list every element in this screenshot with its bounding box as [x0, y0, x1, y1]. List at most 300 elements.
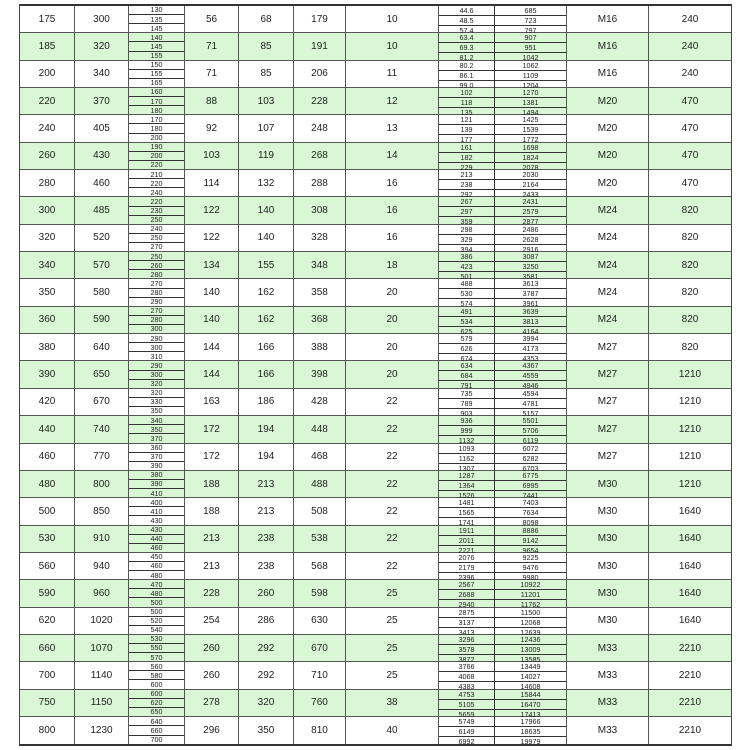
cell-dim-e: 155: [239, 252, 294, 278]
pair-value-a: 2940: [439, 600, 495, 609]
cell-sub-values: [129, 334, 185, 360]
pair-value-b: 1381: [522, 98, 539, 108]
pair-value-b: 1062: [522, 60, 539, 70]
cell-outer-diameter: 370: [75, 88, 129, 114]
pair-value-b: 1698: [522, 142, 539, 152]
table-row: [20, 415, 731, 446]
sub-value: 480: [129, 571, 184, 579]
cell-outer-diameter: 1230: [75, 717, 129, 744]
pair-row: [439, 344, 566, 354]
sub-value: 360: [129, 444, 184, 453]
cell-load: 820: [681, 205, 699, 217]
cell-thickness: 11: [346, 61, 439, 87]
pair-value-b: 3787: [522, 289, 539, 299]
pair-value-a: 1162: [439, 454, 495, 463]
pair-value-a: 4383: [439, 682, 495, 691]
cell-bolt-size: M24: [567, 279, 649, 305]
pair-value-b: 8098: [522, 518, 539, 528]
pair-value-b: 951: [524, 43, 537, 53]
cell-load: 470: [681, 177, 699, 189]
cell-dim-e: 238: [239, 526, 294, 552]
cell-load: 1210: [678, 369, 702, 381]
table-row: [20, 579, 731, 610]
pair-row: [439, 225, 566, 235]
cell-thickness: 10: [346, 6, 439, 32]
pair-value-b: 7634: [522, 508, 539, 518]
pair-value-b: 5706: [522, 426, 539, 436]
cell-pair-values: [439, 388, 567, 418]
pair-value-a: 48.5: [439, 16, 495, 25]
pair-row: [439, 6, 566, 16]
cell-dim-e: 194: [239, 416, 294, 442]
pair-value-a: 121: [439, 115, 495, 124]
cell-thickness: 12: [346, 88, 439, 114]
cell-dim-d: 228: [185, 580, 239, 606]
sub-value: 300: [129, 343, 184, 352]
pair-value-a: 5105: [439, 700, 495, 709]
cell-thickness: 20: [346, 279, 439, 305]
sub-value: 470: [129, 580, 184, 589]
pair-value-b: 4946: [522, 381, 539, 391]
cell-dim-f: 368: [294, 307, 346, 333]
cell-nominal-size: 750: [20, 690, 75, 716]
pair-row: [439, 153, 566, 163]
cell-nominal-size: 800: [20, 717, 75, 744]
pair-row: [439, 580, 566, 590]
table-row: [20, 526, 731, 553]
pair-value-a: 80.2: [439, 61, 495, 70]
table-row: [20, 389, 731, 416]
sub-value: 240: [129, 225, 184, 234]
pair-value-b: 1539: [522, 125, 539, 135]
cell-pair-values: [439, 197, 567, 227]
pair-row: [439, 307, 566, 317]
pair-value-b: 1772: [522, 135, 539, 145]
cell-dim-f: 428: [294, 389, 346, 415]
cell-bolt-size: M20: [567, 88, 649, 114]
pair-value-b: 3961: [522, 299, 539, 309]
pair-row: [439, 717, 566, 727]
cell-bolt-size: M16: [567, 6, 649, 32]
cell-nominal-size: 360: [20, 307, 75, 333]
pair-value-a: 2396: [439, 573, 495, 582]
pair-value-a: 2221: [439, 546, 495, 555]
sub-value: 280: [129, 316, 184, 325]
pair-value-b: 11500: [520, 607, 541, 617]
pair-value-a: 999: [439, 426, 495, 435]
cell-dim-d: 188: [185, 471, 239, 497]
cell-dim-d: 103: [185, 143, 239, 169]
cell-dim-d: 260: [185, 662, 239, 688]
cell-dim-e: 103: [239, 88, 294, 114]
cell-dim-e: 213: [239, 471, 294, 497]
pair-value-b: 6282: [522, 453, 539, 463]
pair-row: [439, 498, 566, 508]
cell-thickness: 38: [346, 690, 439, 716]
cell-bolt-size: M24: [567, 307, 649, 333]
cell-sub-values: [129, 170, 185, 196]
pair-value-b: 3087: [522, 252, 539, 262]
pair-value-a: 3578: [439, 645, 495, 654]
cell-thickness: 22: [346, 553, 439, 579]
cell-pair-values: [439, 580, 567, 610]
cell-dim-f: 508: [294, 498, 346, 524]
cell-load: 240: [681, 13, 699, 25]
cell-thickness: 22: [346, 416, 439, 442]
cell-nominal-size: 350: [20, 279, 75, 305]
sub-value: 520: [129, 617, 184, 626]
sub-value: 155: [129, 52, 184, 60]
cell-dim-f: 228: [294, 88, 346, 114]
sub-value: 220: [129, 161, 184, 169]
pair-value-b: 3250: [522, 262, 539, 272]
pair-value-a: 1132: [439, 436, 495, 445]
cell-pair-values: [439, 361, 567, 391]
pair-value-a: 238: [439, 180, 495, 189]
sub-value: 290: [129, 361, 184, 370]
cell-dim-e: 140: [239, 225, 294, 251]
pair-row: [439, 88, 566, 98]
table-row: [20, 497, 731, 528]
sub-value: 140: [129, 33, 184, 42]
sub-value: 550: [129, 644, 184, 653]
cell-bolt-size: M30: [567, 608, 649, 634]
cell-outer-diameter: 640: [75, 334, 129, 360]
table-row: [20, 444, 731, 471]
cell-pair-values: [439, 634, 567, 664]
pair-value-a: 81.2: [439, 53, 495, 62]
sub-value: 280: [129, 270, 184, 278]
sub-value: 270: [129, 243, 184, 251]
cell-outer-diameter: 1070: [75, 635, 129, 661]
sub-value: 560: [129, 662, 184, 671]
cell-outer-diameter: 850: [75, 498, 129, 524]
pair-value-a: 1307: [439, 464, 495, 473]
cell-dim-e: 292: [239, 662, 294, 688]
pair-row: [439, 317, 566, 327]
cell-sub-values: [129, 279, 185, 305]
cell-sub-values: [129, 225, 185, 251]
table-row: [20, 114, 731, 145]
cell-dim-f: 760: [294, 690, 346, 716]
pair-row: [439, 125, 566, 135]
table-row: [20, 471, 731, 498]
sub-value: 540: [129, 626, 184, 634]
cell-load: 240: [681, 68, 699, 80]
cell-dim-d: 278: [185, 690, 239, 716]
pair-value-b: 11201: [520, 590, 541, 600]
cell-dim-f: 328: [294, 225, 346, 251]
cell-outer-diameter: 320: [75, 33, 129, 59]
cell-bolt-size: M27: [567, 334, 649, 360]
cell-dim-d: 163: [185, 389, 239, 415]
pair-value-a: 5659: [439, 710, 495, 719]
sub-value: 370: [129, 453, 184, 462]
cell-sub-values: [129, 416, 185, 442]
cell-bolt-size: M20: [567, 143, 649, 169]
pair-row: [439, 33, 566, 43]
cell-dim-d: 88: [185, 88, 239, 114]
sub-value: 270: [129, 307, 184, 316]
pair-value-a: 86.1: [439, 71, 495, 80]
table-row: [20, 717, 731, 744]
cell-pair-values: [439, 717, 567, 744]
pair-row: [439, 426, 566, 436]
sub-value: 460: [129, 544, 184, 552]
cell-outer-diameter: 460: [75, 170, 129, 196]
cell-dim-d: 92: [185, 115, 239, 141]
pair-value-a: 1287: [439, 471, 495, 480]
pair-value-a: 789: [439, 399, 495, 408]
pair-value-a: 530: [439, 289, 495, 298]
cell-bolt-size: M27: [567, 361, 649, 387]
table-row: [20, 333, 731, 364]
cell-dim-f: 710: [294, 662, 346, 688]
cell-dim-e: 162: [239, 279, 294, 305]
pair-value-b: 9225: [522, 552, 539, 562]
cell-dim-d: 144: [185, 361, 239, 387]
pair-value-b: 4594: [522, 388, 539, 398]
cell-sub-values: [129, 197, 185, 223]
cell-bolt-size: M20: [567, 170, 649, 196]
cell-pair-values: [439, 142, 567, 172]
pair-row: [439, 197, 566, 207]
pair-row: [439, 170, 566, 180]
pair-value-a: 6149: [439, 727, 495, 736]
cell-pair-values: [439, 498, 567, 528]
cell-bolt-size: M30: [567, 526, 649, 552]
cell-thickness: 22: [346, 444, 439, 470]
sub-value: 300: [129, 325, 184, 333]
cell-bolt-size: M24: [567, 252, 649, 278]
sub-value: 130: [129, 6, 184, 15]
pair-value-a: 102: [439, 88, 495, 97]
pair-value-a: 177: [439, 135, 495, 144]
cell-dim-f: 398: [294, 361, 346, 387]
pair-value-a: 44.6: [439, 6, 495, 15]
cell-nominal-size: 530: [20, 526, 75, 552]
cell-outer-diameter: 960: [75, 580, 129, 606]
pair-value-b: 18635: [520, 726, 541, 736]
pair-value-a: 574: [439, 299, 495, 308]
pair-row: [439, 590, 566, 600]
cell-dim-d: 122: [185, 225, 239, 251]
sub-value: 280: [129, 289, 184, 298]
sub-value: 430: [129, 516, 184, 524]
cell-dim-d: 144: [185, 334, 239, 360]
cell-dim-e: 166: [239, 334, 294, 360]
pair-value-a: 297: [439, 207, 495, 216]
pair-value-a: 2011: [439, 536, 495, 545]
pair-value-a: 1093: [439, 444, 495, 453]
pair-value-b: 12068: [520, 617, 541, 627]
cell-thickness: 22: [346, 389, 439, 415]
sub-value: 330: [129, 398, 184, 407]
pair-row: [439, 700, 566, 710]
cell-pair-values: [439, 6, 567, 35]
pair-value-b: 1204: [522, 80, 539, 90]
pair-value-b: 6995: [522, 480, 539, 490]
cell-dim-d: 134: [185, 252, 239, 278]
pair-value-b: 12436: [520, 634, 541, 644]
pair-value-a: 488: [439, 279, 495, 288]
table-row: [20, 251, 731, 282]
pair-value-a: 1481: [439, 498, 495, 507]
pair-row: [439, 635, 566, 645]
cell-nominal-size: 300: [20, 197, 75, 223]
pair-value-b: 4559: [522, 371, 539, 381]
cell-dim-d: 172: [185, 416, 239, 442]
cell-sub-values: [129, 635, 185, 661]
cell-dim-f: 670: [294, 635, 346, 661]
pair-value-b: 1824: [522, 152, 539, 162]
pair-value-b: 8886: [522, 525, 539, 535]
cell-load: 470: [681, 150, 699, 162]
pair-value-b: 9980: [522, 572, 539, 582]
pair-value-a: 359: [439, 217, 495, 226]
cell-outer-diameter: 770: [75, 444, 129, 470]
sub-value: 700: [129, 736, 184, 744]
sub-value: 290: [129, 334, 184, 343]
sub-value: 410: [129, 507, 184, 516]
cell-bolt-size: M33: [567, 662, 649, 688]
cell-pair-values: [439, 279, 567, 309]
pair-value-b: 5157: [522, 408, 539, 418]
cell-load: 1640: [678, 615, 702, 627]
cell-bolt-size: M30: [567, 553, 649, 579]
cell-dim-d: 296: [185, 717, 239, 744]
cell-thickness: 25: [346, 580, 439, 606]
pair-value-a: 1741: [439, 518, 495, 527]
cell-outer-diameter: 300: [75, 6, 129, 32]
pair-value-b: 6072: [522, 443, 539, 453]
sub-value: 460: [129, 562, 184, 571]
sub-value: 290: [129, 298, 184, 306]
pair-value-b: 3581: [522, 272, 539, 282]
cell-bolt-size: M24: [567, 225, 649, 251]
cell-thickness: 13: [346, 115, 439, 141]
pair-value-b: 16470: [520, 699, 541, 709]
cell-thickness: 20: [346, 334, 439, 360]
pair-value-b: 9142: [522, 535, 539, 545]
pair-value-b: 2431: [522, 197, 539, 207]
pair-value-a: 491: [439, 307, 495, 316]
sub-value: 660: [129, 726, 184, 735]
cell-load: 820: [681, 232, 699, 244]
table-row: [20, 360, 731, 391]
cell-nominal-size: 260: [20, 143, 75, 169]
cell-pair-values: [439, 552, 567, 582]
pair-value-a: 2076: [439, 553, 495, 562]
pair-row: [439, 526, 566, 536]
sub-value: 410: [129, 489, 184, 497]
cell-pair-values: [439, 689, 567, 719]
sub-value: 320: [129, 380, 184, 388]
cell-dim-f: 248: [294, 115, 346, 141]
cell-nominal-size: 390: [20, 361, 75, 387]
table-row: [20, 143, 731, 170]
cell-pair-values: [439, 224, 567, 254]
cell-nominal-size: 480: [20, 471, 75, 497]
pair-row: [439, 553, 566, 563]
cell-outer-diameter: 650: [75, 361, 129, 387]
sub-value: 320: [129, 389, 184, 398]
cell-thickness: 18: [346, 252, 439, 278]
sub-value: 620: [129, 699, 184, 708]
pair-row: [439, 279, 566, 289]
cell-pair-values: [439, 252, 567, 282]
cell-nominal-size: 620: [20, 608, 75, 634]
cell-dim-e: 186: [239, 389, 294, 415]
cell-dim-e: 286: [239, 608, 294, 634]
cell-dim-e: 85: [239, 61, 294, 87]
cell-dim-f: 598: [294, 580, 346, 606]
sub-value: 500: [129, 598, 184, 606]
pair-value-a: 5749: [439, 717, 495, 726]
cell-nominal-size: 220: [20, 88, 75, 114]
pair-value-b: 6119: [522, 436, 539, 446]
pair-row: [439, 672, 566, 682]
pair-value-b: 4367: [522, 361, 539, 371]
pair-row: [439, 618, 566, 628]
sub-value: 220: [129, 197, 184, 206]
pair-value-b: 3813: [522, 316, 539, 326]
cell-dim-f: 538: [294, 526, 346, 552]
cell-load: 470: [681, 95, 699, 107]
cell-sub-values: [129, 61, 185, 87]
sub-value: 160: [129, 88, 184, 97]
cell-nominal-size: 560: [20, 553, 75, 579]
pair-value-a: 57.4: [439, 26, 495, 35]
pair-value-b: 2030: [522, 170, 539, 180]
pair-value-a: 634: [439, 361, 495, 370]
cell-load: 1210: [678, 451, 702, 463]
sub-value: 260: [129, 261, 184, 270]
cell-bolt-size: M30: [567, 580, 649, 606]
sub-value: 570: [129, 653, 184, 661]
pair-row: [439, 727, 566, 737]
sub-value: 390: [129, 462, 184, 470]
cell-nominal-size: 185: [20, 33, 75, 59]
pair-row: [439, 662, 566, 672]
sub-value: 340: [129, 416, 184, 425]
pair-value-b: 4781: [522, 398, 539, 408]
sub-value: 250: [129, 234, 184, 243]
cell-nominal-size: 440: [20, 416, 75, 442]
pair-value-a: 4753: [439, 690, 495, 699]
cell-nominal-size: 700: [20, 662, 75, 688]
cell-dim-f: 308: [294, 197, 346, 223]
cell-dim-e: 238: [239, 553, 294, 579]
pair-row: [439, 252, 566, 262]
sub-value: 390: [129, 480, 184, 489]
cell-nominal-size: 420: [20, 389, 75, 415]
pair-row: [439, 235, 566, 245]
cell-outer-diameter: 590: [75, 307, 129, 333]
cell-sub-values: [129, 553, 185, 579]
pair-value-b: 2877: [522, 217, 539, 227]
cell-dim-e: 166: [239, 361, 294, 387]
cell-outer-diameter: 580: [75, 279, 129, 305]
pair-value-b: 14608: [520, 682, 541, 692]
cell-nominal-size: 240: [20, 115, 75, 141]
pair-row: [439, 180, 566, 190]
cell-dim-e: 107: [239, 115, 294, 141]
sub-value: 210: [129, 170, 184, 179]
pair-value-b: 2486: [522, 224, 539, 234]
pair-row: [439, 737, 566, 746]
cell-outer-diameter: 405: [75, 115, 129, 141]
